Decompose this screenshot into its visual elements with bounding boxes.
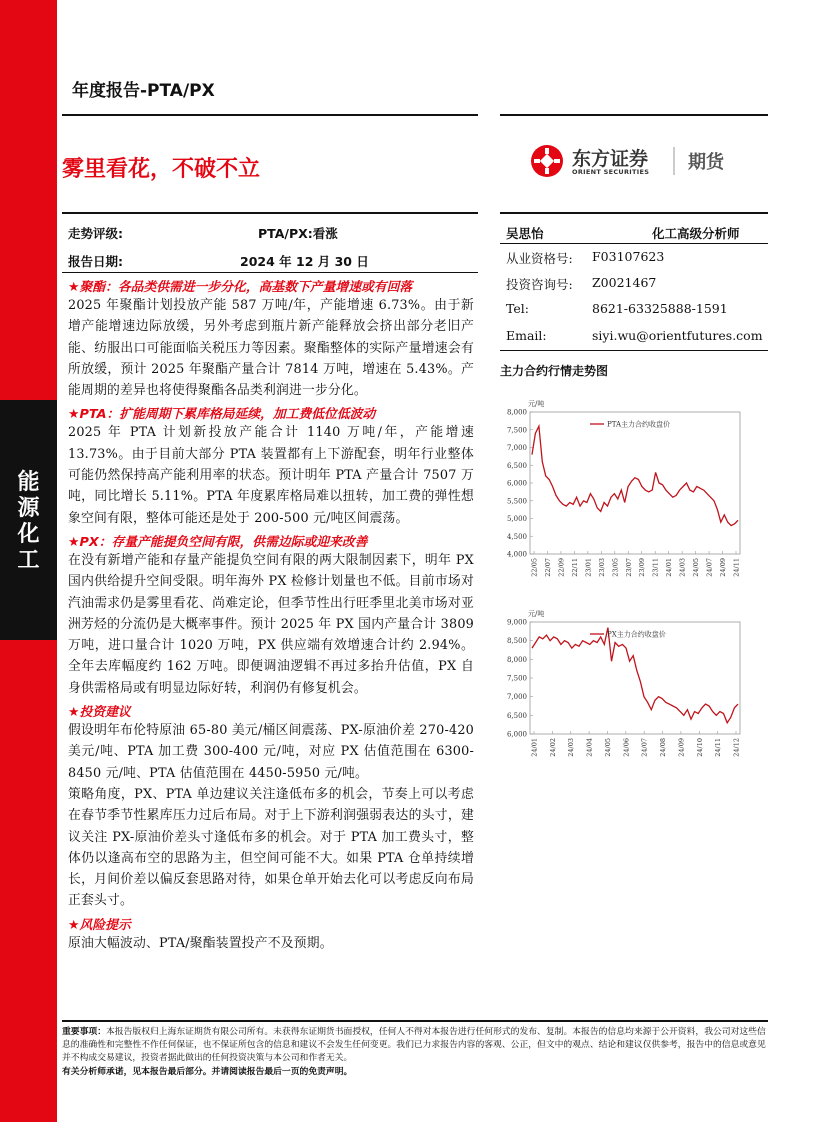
x-tick-label: 23/07 xyxy=(624,558,633,577)
price-series-line xyxy=(532,426,738,525)
section-heading-px: ★PX：存量产能提负空间有限，供需边际或迎来改善 xyxy=(68,534,368,550)
report-body xyxy=(68,276,474,954)
section-text-risk: 原油大幅波动、PTA/聚酯装置投产不及预期。 xyxy=(68,935,333,951)
y-tick-label: 8,500 xyxy=(506,637,527,646)
analyst-rule xyxy=(500,243,768,244)
rating-rule-bottom xyxy=(62,272,478,273)
section-heading-pta: ★PTA：扩能周期下累库格局延续，加工费低位低波动 xyxy=(68,407,376,423)
section-text-px: 在没有新增产能和存量产能提负空间有限的两大限制因素下，明年 PX 国内供给提升空间受限。明年海外 PX 检修计划量也不低。目前市场对汽油需求仍是雾里看花、尚难定论，但季节性出行旺季里北美市场对亚洲芳烃的分流仍是大概率事件。预计 2025 年 PX 国内产量合计 3809 万吨，进口量合计 1020 万吨，PX 供应端有效增速合计约 2.94%。全年去库幅度约 162 万吨。即便调油逻辑不再过多抬升估值，PX 自身供需格局或有明显边际好转，利润仍有修复机会。 xyxy=(68,552,474,696)
logo-cn-text: 东方证券 xyxy=(572,148,649,170)
y-tick-label: 4,000 xyxy=(506,550,527,559)
rating-rule-top xyxy=(62,212,478,214)
analyst-rule-bottom xyxy=(500,350,768,351)
x-tick-label: 23/03 xyxy=(597,558,606,577)
pta-price-chart xyxy=(500,390,768,590)
plot-frame xyxy=(530,622,740,734)
consulting-number: Z0021467 xyxy=(592,275,657,290)
analyst-name: 吴思怡 xyxy=(506,226,544,241)
y-tick-label: 8,000 xyxy=(506,408,527,417)
section-text-polyester: 2025 年聚酯计划投放产能 587 万吨/年，产能增速 6.73%。由于新增产能增速边际放缓，另外考虑到瓶片新产能释放会挤出部分老旧产能、纺服出口可能面临关税压力等因素。聚酯整体的实际产量增速会有所放缓，预计 2025 年聚酯产量合计 7814 万吨，增速在 5.43%。产能周期的差异也将使得聚酯各品类利润进一步分化。 xyxy=(68,298,474,399)
date-label: 报告日期: xyxy=(68,254,123,269)
y-axis-unit: 元/吨 xyxy=(528,610,545,618)
footer-rule xyxy=(62,1020,768,1022)
sidebar-label xyxy=(0,470,57,574)
section-text-pta: 2025 年 PTA 计划新投放产能合计 1140 万吨/年，产能增速 13.73%。由于目前大部分 PTA 装置都有上下游配套，明年行业整体可能仍然保持高产能利用率的状态。预计明年 PTA 产量合计 7507 万吨，同比增长 5.11%。PTA 年度累库格局难以扭转，加工费的弹性想象空间有限，整体可能还是处于 200-500 元/吨区间震荡。 xyxy=(68,425,474,526)
y-tick-label: 9,000 xyxy=(506,618,527,627)
section-heading-risk: ★风险提示 xyxy=(68,917,131,933)
sidebar-char: 源 xyxy=(17,496,40,521)
email-link[interactable]: siyi.wu@orientfutures.com xyxy=(592,328,763,343)
x-tick-label: 22/05 xyxy=(530,558,539,577)
y-tick-label: 7,500 xyxy=(506,426,527,435)
consulting-label: 投资咨询号: xyxy=(506,277,573,292)
y-tick-label: 5,500 xyxy=(506,497,527,506)
report-date: 2024 年 12 月 30 日 xyxy=(240,254,369,269)
x-tick-label: 23/01 xyxy=(584,558,593,577)
x-tick-label: 24/03 xyxy=(678,558,687,577)
y-tick-label: 7,000 xyxy=(506,693,527,702)
section-text-investment: 假设明年布伦特原油 65-80 美元/桶区间震荡、PX-原油价差 270-420 美元/吨、PTA 加工费 300-400 元/吨，对应 PX 估值范围在 6300-8450 元/吨、PTA 估值范围在 4450-5950 元/吨。 xyxy=(68,723,474,781)
header-rule-right xyxy=(500,114,768,116)
disclaimer-label: 重要事项： xyxy=(62,1027,106,1037)
analyst-title: 化工高级分析师 xyxy=(652,226,740,241)
sidebar-char: 能 xyxy=(17,470,40,495)
legend-label: PTA主力合约收盘价 xyxy=(607,420,671,429)
x-tick-label: 22/11 xyxy=(570,558,579,577)
legend-label: PX主力合约收盘价 xyxy=(607,630,666,639)
section-text-strategy: 策略角度，PX、PTA 单边建议关注逢低布多的机会，节奏上可以考虑在春节季节性累库压力过后布局。对于上下游利润强弱表达的头寸，建议关注 PX-原油价差头寸逢低布多的机会。对于 PTA 加工费头寸，整体仍以逢高布空的思路为主，但空间可能不大。如果 PTA 仓单持续增长，月间价差以偏反套思路对待，如果仓单开始去化可以考虑反向布局正套头寸。 xyxy=(68,786,474,909)
section-heading-investment: ★投资建议 xyxy=(68,705,131,721)
analyst-rule-top xyxy=(500,212,768,214)
x-tick-label: 24/11 xyxy=(714,738,723,757)
x-tick-label: 24/10 xyxy=(695,738,704,757)
x-tick-label: 24/04 xyxy=(585,738,594,757)
x-tick-label: 24/01 xyxy=(530,738,539,757)
y-tick-label: 7,500 xyxy=(506,674,527,683)
x-tick-label: 24/12 xyxy=(732,738,741,757)
x-tick-label: 24/03 xyxy=(567,738,576,757)
y-tick-label: 6,500 xyxy=(506,461,527,470)
x-tick-label: 24/01 xyxy=(665,558,674,577)
x-tick-label: 24/02 xyxy=(548,738,557,757)
section-heading-polyester: ★聚酯：各品类供需进一步分化，高基数下产量增速或有回落 xyxy=(68,280,413,295)
chart-section-title: 主力合约行情走势图 xyxy=(500,364,609,378)
y-tick-label: 6,000 xyxy=(506,730,527,739)
x-tick-label: 22/07 xyxy=(543,558,552,577)
x-tick-label: 23/09 xyxy=(638,558,647,577)
y-tick-label: 4,500 xyxy=(506,532,527,541)
y-tick-label: 8,000 xyxy=(506,655,527,664)
x-tick-label: 24/07 xyxy=(705,558,714,577)
x-tick-label: 24/07 xyxy=(640,738,649,757)
y-tick-label: 5,000 xyxy=(506,515,527,523)
report-type: 年度报告-PTA/PX xyxy=(72,81,215,101)
page-title: 雾里看花，不破不立 xyxy=(62,157,261,182)
logo-en-text: ORIENT SECURITIES xyxy=(572,168,650,176)
rating-value: PTA/PX:看涨 xyxy=(258,226,338,241)
plot-frame xyxy=(530,412,740,554)
x-tick-label: 24/08 xyxy=(659,738,668,757)
qualification-number: F03107623 xyxy=(592,249,665,264)
company-logo xyxy=(528,142,768,180)
x-tick-label: 22/09 xyxy=(557,558,566,577)
x-tick-label: 23/11 xyxy=(651,558,660,577)
disclaimer-text: 本报告版权归上海东证期货有限公司所有。未获得东证期货书面授权，任何人不得对本报告进行任何形式的发布、复制。本报告的信息均来源于公开资料，我公司对这些信息的准确性和完整性不作任何保证，也不保证所包含的信息和建议不会发生任何变更。我们已力求报告内容的客观、公正，但文中的观点、结论和建议仅供参考，报告中的信息或意见并不构成交易建议，投资者据此做出的任何投资决策与本公司和作者无关。 xyxy=(62,1027,766,1063)
tel-label: Tel: xyxy=(506,301,529,316)
x-tick-label: 24/09 xyxy=(719,558,728,577)
sidebar-char: 化 xyxy=(17,522,40,547)
logo-suffix: 期货 xyxy=(688,152,724,173)
x-tick-label: 24/06 xyxy=(622,738,631,757)
email-label: Email: xyxy=(506,328,547,343)
y-tick-label: 6,500 xyxy=(506,711,527,720)
x-tick-label: 23/05 xyxy=(611,558,620,577)
y-axis-unit: 元/吨 xyxy=(528,400,545,408)
y-tick-label: 7,000 xyxy=(506,444,527,452)
tel-value: 8621-63325888-1591 xyxy=(592,301,728,316)
disclaimer xyxy=(62,1026,770,1065)
header-rule-left xyxy=(62,114,478,116)
x-tick-label: 24/09 xyxy=(677,738,686,757)
qualification-label: 从业资格号: xyxy=(506,251,573,266)
px-price-chart xyxy=(500,600,768,760)
x-tick-label: 24/05 xyxy=(603,738,612,757)
x-tick-label: 24/05 xyxy=(692,558,701,577)
analyst-commitment: 有关分析师承诺，见本报告最后部分。并请阅读报告最后一页的免责声明。 xyxy=(62,1067,353,1077)
y-tick-label: 6,000 xyxy=(506,479,527,488)
price-series-line xyxy=(532,628,738,723)
rating-label: 走势评级: xyxy=(68,226,123,241)
x-tick-label: 24/11 xyxy=(732,558,741,577)
sidebar-char: 工 xyxy=(17,548,40,573)
